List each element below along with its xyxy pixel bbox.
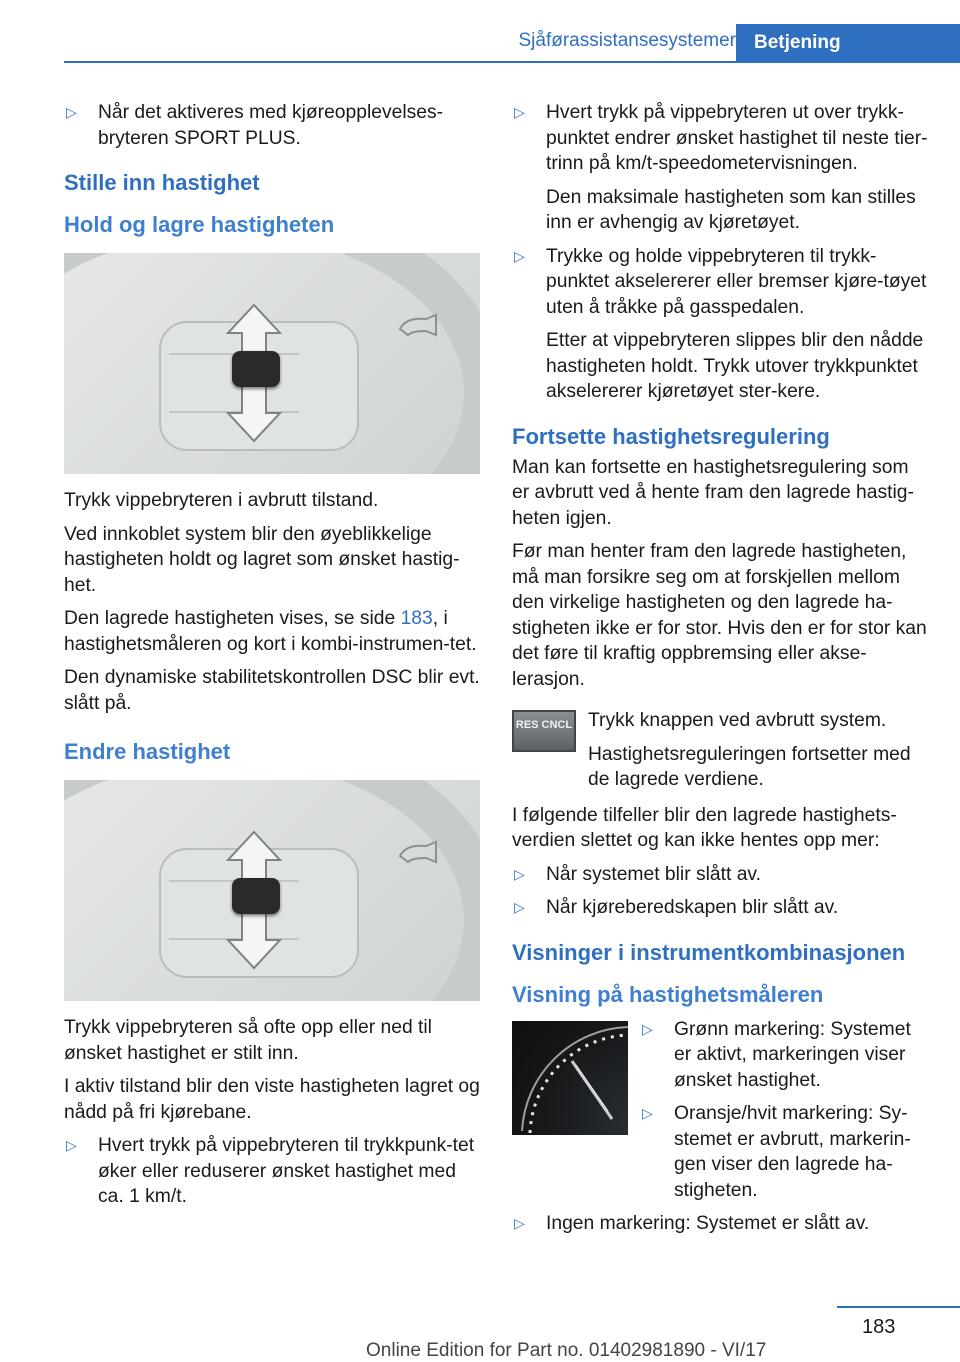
list-item-text: ▷ Hvert trykk på vippebryteren ut over trykk-punktet endrer ønsket hastighet til neste tier-trinn på km/t-speedometervisningen. <box>546 102 928 174</box>
paragraph: I følgende tilfeller blir den lagrede hastighets-verdien slettet og kan ikke hentes opp mer: <box>512 804 897 851</box>
list-item: ▷ Når kjøreberedskapen blir slått av. <box>512 895 930 921</box>
speedometer-gauge-icon <box>512 1021 628 1135</box>
list-item: ▷ Ingen markering: Systemet er slått av. <box>512 1211 930 1237</box>
list-item: ▷ Grønn markering: Systemet er aktivt, markeringen viser ønsket hastighet. <box>640 1017 930 1094</box>
res-cncl-instruction <box>512 708 930 793</box>
heading-hold-speed: Hold og lagre hastigheten <box>64 212 335 237</box>
footer-divider <box>837 1306 960 1308</box>
figure-rocker-switch-hold <box>64 253 480 474</box>
page-header <box>0 24 960 64</box>
list-item-note: Etter at vippebryteren slippes blir den nådde hastigheten holdt. Trykk utover trykkpunktet akselererer kjøretøyet ster-kere. <box>546 330 924 402</box>
list-item <box>512 244 930 405</box>
figure-rocker-switch-change <box>64 780 480 1001</box>
list-item: ▷ Når det aktiveres med kjøreopplevelses-bryteren SPORT PLUS. <box>64 100 482 151</box>
paragraph-page-reference: Den lagrede hastigheten vises, se side 183, i hastighetsmåleren og kort i kombi-instrumen-tet. <box>64 608 477 655</box>
list-item-text: ▷ Trykke og holde vippebryteren til trykk-punktet akselererer eller bremser kjøre-tøyet uten å tråkke på gasspedalen. <box>546 245 927 318</box>
edition-footer: Online Edition for Part no. 01402981890 - VI/17 <box>366 1340 767 1361</box>
res-cncl-button-icon: RES CNCL <box>512 710 576 752</box>
paragraph: Man kan fortsette en hastighetsregulering som er avbrutt ved å hente fram den lagrede hastig-heten igjen. <box>512 456 914 529</box>
right-column <box>512 100 930 1245</box>
rocker-switch-icon <box>232 878 280 914</box>
heading-change-speed: Endre hastighet <box>64 739 231 764</box>
rocker-switch-icon <box>232 351 280 387</box>
page-link[interactable]: 183 <box>400 608 433 629</box>
paragraph: Ved innkoblet system blir den øyeblikkelige hastigheten holdt og lagret som ønsket hastig-het. <box>64 523 460 596</box>
list-item <box>512 100 930 236</box>
header-tab-betjening[interactable]: Betjening <box>736 24 960 62</box>
gauge-drawing <box>512 1021 628 1135</box>
paragraph: I aktiv tilstand blir den viste hastigheten lagret og nådd på fri kjørebane. <box>64 1076 480 1123</box>
horn-icon <box>396 313 442 339</box>
heading-set-speed: Stille inn hastighet <box>64 170 260 195</box>
paragraph: Trykk knappen ved avbrutt system. <box>588 710 887 731</box>
heading-instrument-displays: Visninger i instrumentkombinasjonen <box>512 939 906 965</box>
horn-icon <box>396 840 442 866</box>
paragraph: Før man henter fram den lagrede hastigheten, må man forsikre seg om at forskjellen mellom den virkelige hastigheten og den lagrede ha-stigheten ikke er for stor. Hvis den er for stor kan det føre til kraftig oppbremsing eller akse-lerasjon. <box>512 541 927 690</box>
list-item-note: Den maksimale hastigheten som kan stilles inn er avhengig av kjøretøyet. <box>546 186 916 233</box>
paragraph: Hastighetsreguleringen fortsetter med de lagrede verdiene. <box>588 743 911 790</box>
list-item: ▷ Oransje/hvit markering: Sy-stemet er avbrutt, markerin-gen viser den lagrede ha-stigheten. <box>640 1101 930 1203</box>
header-divider <box>64 61 960 63</box>
paragraph: Den dynamiske stabilitetskontrollen DSC blir evt. slått på. <box>64 667 480 714</box>
paragraph: Trykk vippebryteren i avbrutt tilstand. <box>64 490 379 511</box>
speedometer-section <box>512 1017 930 1204</box>
list-item: ▷ Når systemet blir slått av. <box>512 862 930 888</box>
page-number: 183 <box>862 1316 896 1338</box>
heading-continue-speed-control: Fortsette hastighetsregulering <box>512 423 830 449</box>
header-section-title: Sjåførassistansesystemer <box>518 30 736 51</box>
heading-speedometer-display: Visning på hastighetsmåleren <box>512 981 824 1007</box>
left-column <box>64 100 482 1218</box>
paragraph: Trykk vippebryteren så ofte opp eller ned til ønsket hastighet er stilt inn. <box>64 1017 432 1064</box>
list-item: ▷ Hvert trykk på vippebryteren til trykkpunk-tet øker eller reduserer ønsket hastighet med ca. 1 km/t. <box>64 1133 482 1210</box>
